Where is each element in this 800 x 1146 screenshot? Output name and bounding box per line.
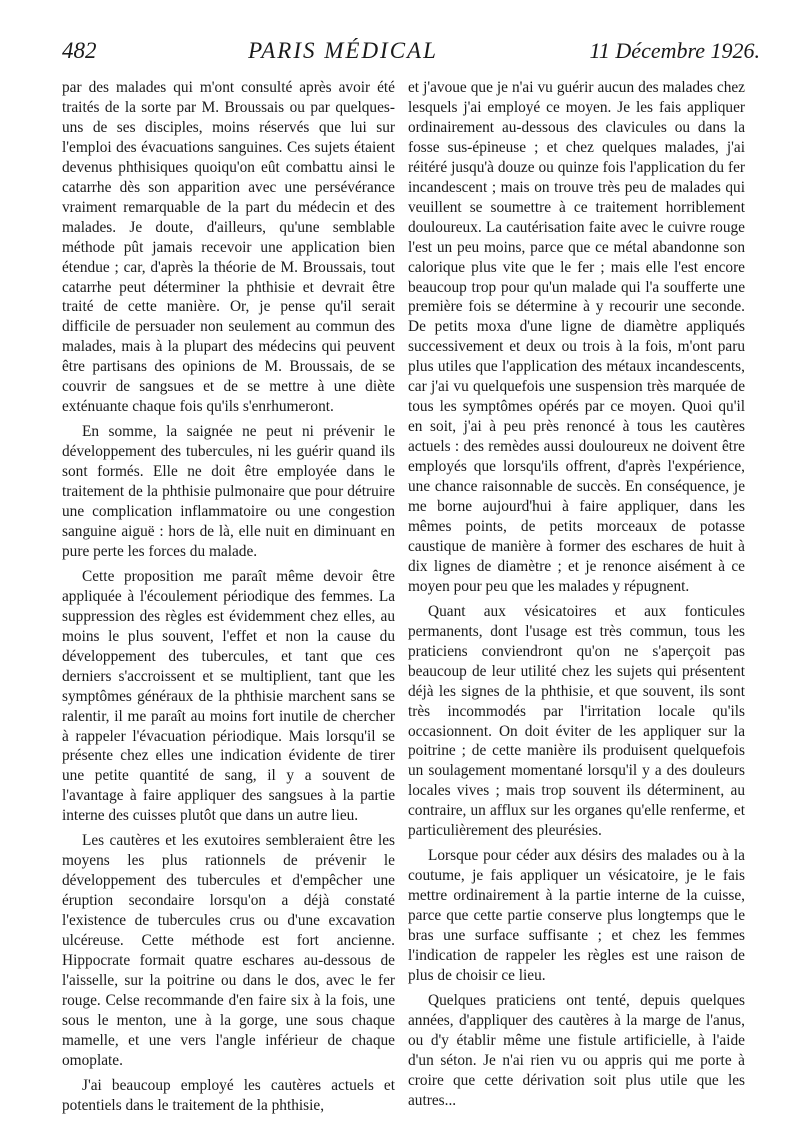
paragraph: par des malades qui m'ont consulté après avoir été traités de la sorte par M. Broussais ou par quelques-uns de ses disciples, moins réservés que lui sur l'emploi des évacuations sanguines. Ces sujets étaient devenus phthisiques quoiqu'on eût combattu ainsi le catarrhe dès son apparition avec une persévérance vraiment remarquable de la part du médecin et des malades. Je doute, d'ailleurs, qu'une semblable méthode pût jamais recevoir une application bien étendue ; car, d'après la théorie de M. Broussais, tout catarrhe peut déterminer la phthisie et devrait être traité de cette manière. Or, je pense qu'il serait difficile de persuader non seulement au commun des malades, mais à la plupart des médecins qui peuvent être partisans des opinions de M. Broussais, de se couvrir de sangsues et de se mettre à une diète exténuante chaque fois qu'ils s'enrhumeront.: [62, 79, 395, 416]
paragraph: Les cautères et les exutoires sembleraient être les moyens les plus rationnels de prévenir le développement des tubercules et d'empêcher une éruption secondaire lorsqu'on a déjà constaté l'existence de tubercules crus ou d'une excavation ulcéreuse. Cette méthode est fort ancienne. Hippocrate formait quatre eschares au-dessous de l'aisselle, sur la poitrine ou dans le dos, avec le fer rouge. Celse recommande d'en faire six à la fois, une sous le menton, une à la gorge, une sous chaque mamelle, et une vers l'angle inférieur de chaque omoplate.: [62, 832, 395, 1069]
paragraph: En somme, la saignée ne peut ni prévenir le développement des tubercules, ni les guérir quand ils sont formés. Elle ne doit être employée dans le traitement de la phthisie pulmonaire que pour détruire une complication inflammatoire ou une congestion sanguine aiguë : hors de là, elle nuit en diminuant en pure perte les forces du malade.: [62, 423, 395, 560]
right-column: [408, 78, 745, 1116]
running-header: [62, 38, 760, 72]
issue-date: 11 Décembre 1926.: [589, 38, 760, 63]
paragraph: Lorsque pour céder aux désirs des malades ou à la coutume, je fais appliquer un vésicatoire, je le fais mettre ordinairement à la partie interne de la cuisse, parce que cette partie conserve plus longtemps que le bras une surface suffisante ; et chez les femmes l'indication de rappeler les règles est une raison de plus de choisir ce lieu.: [408, 847, 745, 984]
paragraph: Quelques praticiens ont tenté, depuis quelques années, d'appliquer des cautères à la marge de l'anus, ou d'y établir même une fistule artificielle, à l'aide d'un séton. Je n'ai rien vu ou appris qui me porte à croire que cette dérivation soit plus utile que les autres...: [408, 991, 745, 1109]
paragraph: et j'avoue que je n'ai vu guérir aucun des malades chez lesquels j'ai employé ce moyen. Je les fais appliquer ordinairement au-dessous des clavicules ou dans la fosse sus-épineuse ; et chez quelques malades, j'ai réitéré jusqu'à douze ou quinze fois l'application du fer incandescent ; mais on trouve très peu de malades qui veuillent se soumettre à ce traitement horriblement douloureux. La cautérisation faite avec le cuivre rouge l'est un peu moins, parce que ce métal abandonne son calorique plus vite que le fer ; mais elle l'est encore beaucoup trop pour qu'un malade qui l'a soufferte une première fois se détermine à y recourir une seconde. De petits moxa d'une ligne de diamètre appliqués successivement et deux ou trois à la fois, m'ont paru plus utiles que l'application des métaux incandescents, car j'ai vu quelquefois une suspension très marquée de tous les symptômes opérés par ce moyen. Quoi qu'il en soit, j'ai à peu près renoncé à tous les cautères actuels : des remèdes aussi douloureux ne doivent être employés que lorsqu'ils offrent, d'après l'expérience, une chance raisonnable de succès. En conséquence, je me borne aujourd'hui à faire appliquer, dans les mêmes points, de petits morceaux de potasse caustique de manière à former des eschares de huit à dix lignes de diamètre ; et je renonce aisément à ce moyen pour peu que les malades y répugnent.: [408, 79, 745, 595]
paragraph: Quant aux vésicatoires et aux fonticules permanents, dont l'usage est très commun, tous les praticiens conviendront qu'on ne s'aperçoit pas beaucoup de leur utilité chez les sujets qui présentent déjà les signes de la phthisie, et que souvent, ils sont très incommodés par l'irritation locale qu'ils occasionnent. On doit éviter de les appliquer sur la poitrine ; de cette manière ils produisent quelquefois un soulagement momentané lorsqu'il y a des douleurs locales vives ; mais trop souvent ils déterminent, au contraire, un afflux sur les organes qu'elle renferme, et particulièrement des pleurésies.: [408, 602, 745, 840]
paragraph: Cette proposition me paraît même devoir être appliquée à l'écoulement périodique des femmes. La suppression des règles est évidemment chez elles, au moins le plus souvent, l'effet et non la cause du développement des tubercules, et tant que ces derniers s'accroissent et se multiplient, tant que les symptômes généraux de la phthisie marchent sans se ralentir, il me paraît au moins fort inutile de chercher à rappeler l'évacuation périodique. Mais lorsqu'il se présente chez elles une indication évidente de tirer une petite quantité de sang, il y a souvent de l'avantage à faire appliquer des sangsues à la partie interne des cuisses plutôt que dans un autre lieu.: [62, 567, 395, 825]
journal-title: PARIS MÉDICAL: [248, 38, 438, 63]
page-number: 482: [62, 38, 97, 63]
left-column: [62, 78, 395, 1121]
paragraph: J'ai beaucoup employé les cautères actuels et potentiels dans le traitement de la phthisie,: [62, 1076, 395, 1114]
